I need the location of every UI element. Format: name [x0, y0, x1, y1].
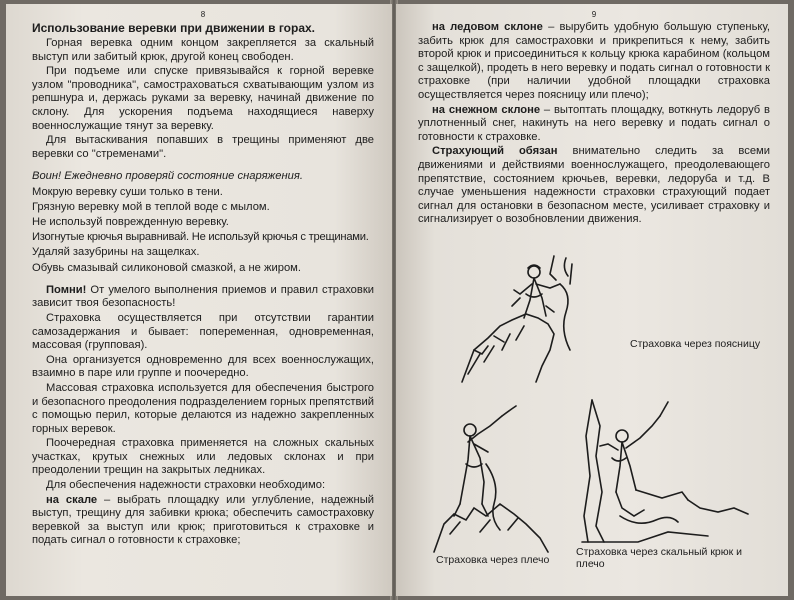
- ice-label: на ледовом склоне: [432, 21, 543, 33]
- paragraph: Горная веревка одним концом закрепляется за скальный выступ или забитый крюк, другой конец свободен.: [32, 37, 374, 63]
- left-page-text: [32, 21, 374, 548]
- paragraph: Поочередная страховка применяется на сложных скальных участках, крутых снежных или ледовых склонах и при преодолении трещин на закрытых ледниках.: [32, 437, 374, 477]
- caption-shoulder-belay: Страховка через плечо: [436, 554, 550, 566]
- belayer-paragraph: [418, 145, 770, 227]
- rules-line: Грязную веревку мой в теплой воде с мылом.: [32, 200, 270, 213]
- belayer-text: внимательно следить за всеми движениями и действиями военнослужащего, преодолевающего препятствие, состоянием крючьев, веревки, ледоруба и т.д. В случае уменьшения надежности страховки страхующий подает сигнал для остановки в безопасном месте, усиливает страховку и сигнализирует о возобновлении движения.: [418, 145, 770, 226]
- section-heading: Использование веревки при движении в горах.: [32, 21, 316, 35]
- remember-paragraph: [32, 284, 374, 311]
- rules-line: Удаляй зазубрины на защелках.: [32, 246, 200, 259]
- equipment-rules: [32, 169, 374, 275]
- remember-label: Помни!: [46, 283, 87, 296]
- remember-text: От умелого выполнения приемов и правил страховки зависит твоя безопасность!: [32, 283, 374, 310]
- ice-text: – вырубить удобную большую ступеньку, забить крюк для самостраховки и прикрепиться к нему, забить второй крюк и присоединиться к кольцу крюка карабином (кольцом с защелкой), продеть в него веревку и подать сигнал о готовности к страховке (при наличии удобной площадки страховка осуществляется через поясницу или плечо);: [418, 21, 770, 101]
- rules-line: Мокрую веревку суши только в тени.: [32, 185, 223, 198]
- right-page: [396, 4, 788, 596]
- snow-paragraph: [418, 104, 770, 145]
- snow-text: – вытоптать площадку, воткнуть ледоруб в уплотненный снег, накинуть на него веревку и подать сигнал о готовности к страховке.: [418, 103, 770, 143]
- belayer-label: Страхующий обязан: [432, 145, 558, 158]
- left-page: [6, 4, 392, 596]
- caption-hook-belay: Страховка через скальный крюк и плечо: [576, 546, 743, 570]
- ice-paragraph: [418, 21, 770, 103]
- rock-label: на скале: [46, 493, 98, 506]
- paragraph: Страховка осуществляется при отсутствии гарантии самозадержания и бывает: попеременная, одновременная, массовая (групповая).: [32, 311, 374, 352]
- right-page-number: 9: [591, 10, 597, 19]
- hook-belay-illustration: [578, 396, 758, 546]
- rules-line: Не используй поврежденную веревку.: [32, 215, 229, 228]
- paragraph: Она организуется одновременно для всех военнослужащих, взаимно в паре или группе и поочередно.: [32, 353, 374, 380]
- caption-waist-belay: Страховка через поясницу: [630, 338, 761, 350]
- paragraph: Для вытаскивания попавших в трещины применяют две веревки со "стременами".: [32, 134, 374, 160]
- paragraph: При подъеме или спуске привязывайся к горной веревке узлом "проводника", самостраховаться схватывающим узлом из репшнура и, держась руками за веревку, начинай движение по склону. Для ускорения подъема находящиеся наверху военнослужащие тянут за веревку.: [32, 65, 374, 132]
- paragraph: Для обеспечения надежности страховки необходимо:: [46, 479, 326, 492]
- illustrations-area: [418, 248, 770, 596]
- right-page-text: [418, 21, 770, 227]
- rules-line: Обувь смазывай силиконовой смазкой, а не жиром.: [32, 261, 301, 274]
- rules-line: Воин! Ежедневно проверяй состояние снаряжения.: [32, 170, 303, 183]
- rock-text: – выбрать площадку или углубление, надежный выступ, трещину для забивки крюка; обеспечить самостраховку веревкой за выступ или крюк; приготовиться к страховке и подать сигнал о готовности к страховке;: [32, 493, 374, 547]
- rock-paragraph: [32, 494, 374, 548]
- shoulder-belay-illustration: [430, 404, 560, 554]
- rules-line: Изогнутые крючья выравнивай. Не используй крючья с трещинами.: [32, 231, 369, 244]
- snow-label: на снежном склоне: [432, 103, 541, 116]
- paragraph: Массовая страховка используется для обеспечения быстрого и безопасного преодоления подразделением горных препятствий с помощью перил, которые делаются из надежно закрепленных горных веревок.: [32, 381, 374, 435]
- left-page-number: 8: [200, 10, 206, 19]
- waist-belay-illustration: [454, 254, 594, 384]
